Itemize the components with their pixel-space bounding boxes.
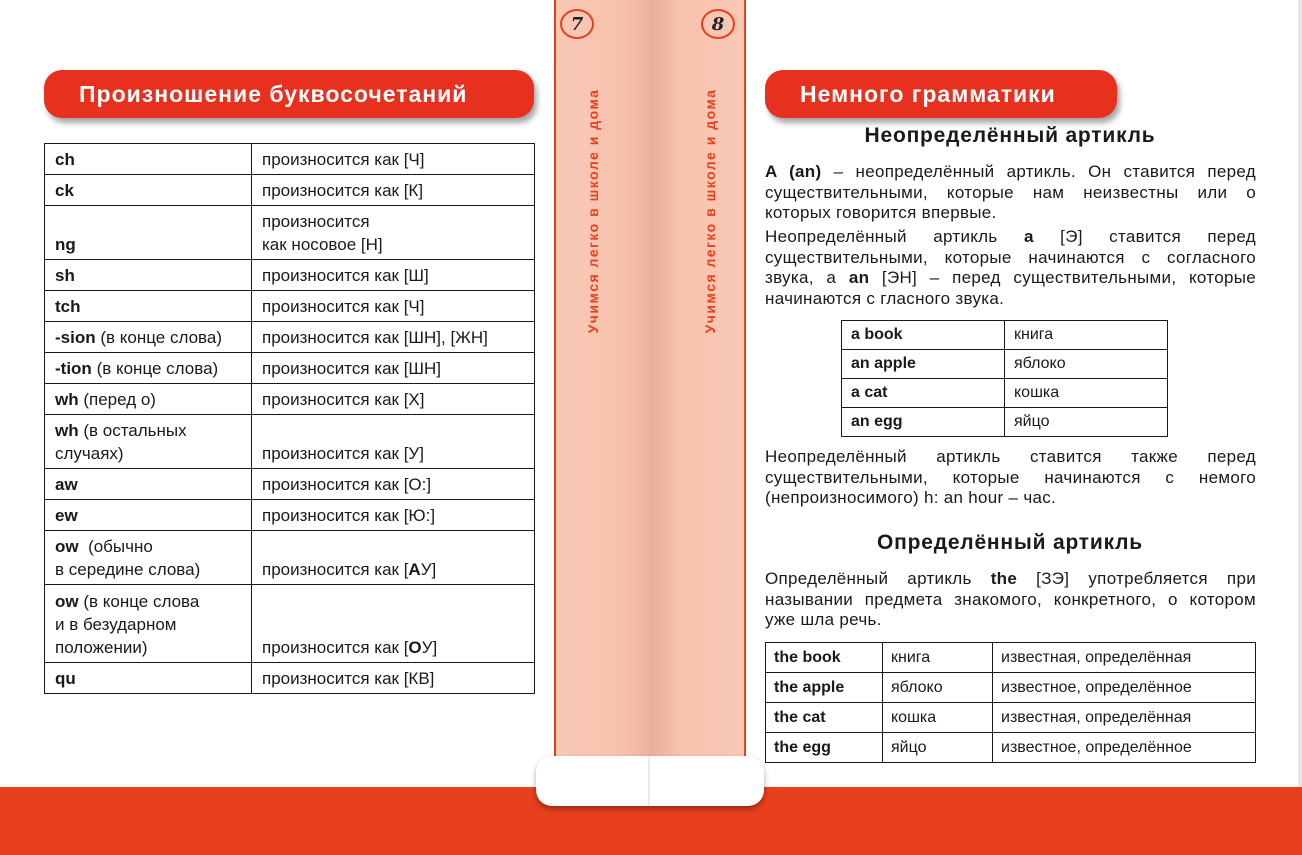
table-row	[45, 322, 535, 353]
table-row	[45, 384, 535, 415]
english-phrase: a book	[842, 321, 1005, 350]
silent-h-paragraph: Неопределённый артикль ставится также перед существительными, которые начинаются с немого (непроизносимого) h: an hour – час.	[765, 447, 1256, 507]
pronunciation-cell: произносится как [ШН], [ЖН]	[252, 322, 535, 353]
letter-combo: sh	[55, 266, 75, 285]
letter-combo: ow	[55, 592, 79, 611]
table-row	[45, 663, 535, 694]
combo-note: случаях)	[55, 444, 124, 463]
indefinite-examples-table	[841, 320, 1168, 437]
pronunciation-cell: произносится как [Х]	[252, 384, 535, 415]
combo-note: (в конце слова)	[100, 328, 222, 347]
pronunciation-cell: произносится как [ШН]	[252, 353, 535, 384]
table-row	[45, 500, 535, 531]
page-edge	[1298, 0, 1302, 787]
pronunciation-cell: произносится как [О:]	[252, 469, 535, 500]
table-row	[45, 415, 535, 469]
pronunciation-cell: произносится как [АУ]	[252, 531, 535, 585]
table-row	[842, 408, 1168, 437]
pronunciation-cell: произносится как [Ч]	[252, 144, 535, 175]
english-phrase: the book	[766, 643, 883, 673]
pronunciation-cell: произносится как носовое [Н]	[252, 206, 535, 260]
combo-note: (в остальных	[83, 421, 187, 440]
table-row	[45, 206, 535, 260]
definite-article-heading: Определённый артикль	[876, 531, 1144, 554]
russian-translation: яйцо	[1005, 408, 1168, 437]
combo-note: положении)	[55, 638, 148, 657]
pronunciation-cell: произносится как [К]	[252, 175, 535, 206]
table-row	[842, 321, 1168, 350]
russian-translation: яблоко	[883, 673, 993, 703]
table-row	[45, 469, 535, 500]
letter-combo: wh	[55, 390, 79, 409]
letter-combo: wh	[55, 421, 79, 440]
page-number-tab	[536, 756, 764, 806]
combo-note: (обычно	[88, 537, 153, 556]
right-page-title: Немного грамматики	[765, 70, 1117, 118]
russian-translation: яблоко	[1005, 350, 1168, 379]
letter-combo: aw	[55, 475, 78, 494]
letter-combo: ch	[55, 150, 75, 169]
combo-note: (перед о)	[83, 390, 156, 409]
table-row	[842, 379, 1168, 408]
table-row	[45, 175, 535, 206]
english-phrase: the apple	[766, 673, 883, 703]
page-number-right: 8	[701, 9, 735, 39]
letter-combo: ck	[55, 181, 74, 200]
table-row	[45, 260, 535, 291]
russian-translation: кошка	[1005, 379, 1168, 408]
combo-note: (в конце слова	[83, 592, 200, 611]
page-number-left: 7	[560, 9, 594, 39]
pronunciation-cell: произносится как [Ю:]	[252, 500, 535, 531]
indefinite-intro-paragraph: A (an) – неопределённый артикль. Он ставится перед существительными, которые нам неизвестны или о которых говорится впервые.	[765, 162, 1256, 222]
table-row	[45, 585, 535, 663]
combo-note: в середине слова)	[55, 560, 201, 579]
russian-translation: яйцо	[883, 733, 993, 763]
pronunciation-table	[44, 143, 535, 694]
combo-note: и в безударном	[55, 615, 177, 634]
meaning-note: известное, определённое	[993, 733, 1256, 763]
table-row	[766, 643, 1256, 673]
left-page-title: Произношение буквосочетаний	[44, 70, 534, 118]
pronunciation-cell: произносится как [Ш]	[252, 260, 535, 291]
english-phrase: an apple	[842, 350, 1005, 379]
table-row	[766, 703, 1256, 733]
meaning-note: известное, определённое	[993, 673, 1256, 703]
definite-examples-table	[765, 642, 1256, 763]
pronunciation-cell: произносится как [КВ]	[252, 663, 535, 694]
letter-combo: ew	[55, 506, 78, 525]
combo-note: (в конце слова)	[96, 359, 219, 378]
russian-translation: книга	[1005, 321, 1168, 350]
table-row	[45, 353, 535, 384]
english-phrase: an egg	[842, 408, 1005, 437]
letter-combo: ow	[55, 537, 79, 556]
table-row	[766, 733, 1256, 763]
definite-usage-paragraph: Определённый артикль the [ЗЭ] употребляется при назывании предмета знакомого, конкретного, о котором уже шла речь.	[765, 569, 1256, 629]
meaning-note: известная, определённая	[993, 643, 1256, 673]
meaning-note: известная, определённая	[993, 703, 1256, 733]
table-row	[45, 531, 535, 585]
spine-caption-left: Учимся легко в школе и дома	[585, 88, 601, 334]
table-row	[45, 144, 535, 175]
russian-translation: кошка	[883, 703, 993, 733]
indefinite-usage-paragraph: Неопределённый артикль a [Э] ставится перед существительными, которые начинаются с согласного звука, а an [ЭН] – перед существительными, которые начинаются с гласного звука.	[765, 227, 1256, 308]
letter-combo: -tion	[55, 359, 92, 378]
spine-caption-right: Учимся легко в школе и дома	[702, 88, 718, 334]
letter-combo: qu	[55, 669, 76, 688]
english-phrase: the egg	[766, 733, 883, 763]
letter-combo: -sion	[55, 328, 96, 347]
indefinite-article-heading: Неопределённый артикль	[864, 124, 1156, 147]
russian-translation: книга	[883, 643, 993, 673]
pronunciation-cell: произносится как [У]	[252, 415, 535, 469]
letter-combo: ng	[55, 235, 76, 254]
spine-right	[650, 0, 746, 787]
pronunciation-cell: произносится как [Ч]	[252, 291, 535, 322]
pronunciation-cell: произносится как [ОУ]	[252, 585, 535, 663]
table-row	[842, 350, 1168, 379]
table-row	[45, 291, 535, 322]
table-row	[766, 673, 1256, 703]
letter-combo: tch	[55, 297, 81, 316]
english-phrase: a cat	[842, 379, 1005, 408]
english-phrase: the cat	[766, 703, 883, 733]
